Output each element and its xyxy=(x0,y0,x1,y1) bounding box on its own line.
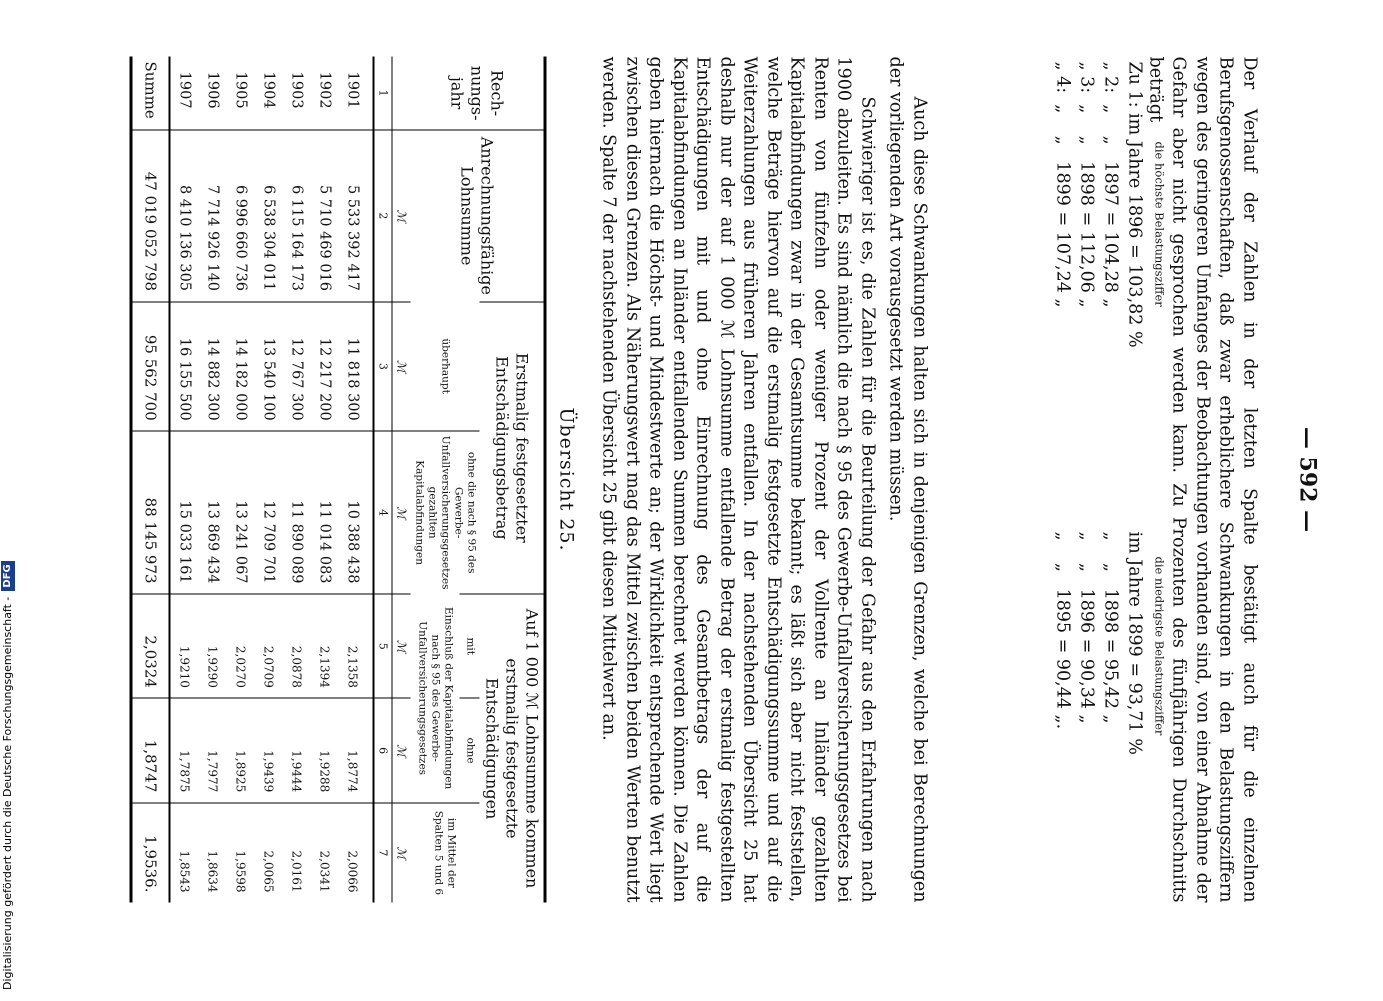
cell-excl: 12 709 701 xyxy=(255,431,283,594)
cell-with: 2,0709 xyxy=(255,594,283,698)
table-title: Übersicht 25. xyxy=(555,407,578,552)
cell-with: 2,0270 xyxy=(227,594,255,698)
table-row xyxy=(170,57,199,903)
cell-wage: 6 115 164 173 xyxy=(283,130,311,301)
cell-total: 14 182 000 xyxy=(227,302,255,432)
header-per-group: Auf 1 000 ℳ Lohnsumme kommen erstmalig festgesetzte Entschädigungen xyxy=(480,594,546,902)
burden-lowest: im Jahre 1899 = 93,71 % xyxy=(1124,531,1145,755)
burden-highest: „ 4: „ „ 1899 = 107,24 „ xyxy=(1052,61,1073,308)
cell-without: 1,9444 xyxy=(283,698,311,802)
cell-total: 14 882 300 xyxy=(199,302,227,432)
burden-lowest: „ „ 1898 = 95,42 „ xyxy=(1100,531,1121,724)
burden-row xyxy=(1049,57,1073,903)
burden-row xyxy=(1121,57,1145,903)
table-row xyxy=(339,57,374,903)
cell-excl: 10 388 438 xyxy=(339,431,374,594)
header-comp-group: Erstmalig festgesetzter Entschädigungsbetrag xyxy=(480,302,546,595)
column-number: 3 xyxy=(374,302,393,432)
unit-cell: ℳ xyxy=(392,594,411,698)
unit-cell: ℳ xyxy=(392,130,411,301)
burden-highest: „ 3: „ „ 1898 = 112,06 „ xyxy=(1076,61,1097,308)
table-row xyxy=(283,57,311,903)
cell-year: 1904 xyxy=(260,71,277,109)
cell-with: 2,1358 xyxy=(339,594,374,698)
cell-wage: 7 714 926 140 xyxy=(199,130,227,301)
sum-row xyxy=(131,57,170,903)
cell-year: 1905 xyxy=(232,71,249,109)
burden-row xyxy=(1097,57,1121,903)
burden-lowest: „ „ 1895 = 90,44 „. xyxy=(1052,531,1073,730)
overview-table xyxy=(130,57,547,903)
cell-total: 11 818 300 xyxy=(339,302,374,432)
burden-lowest: „ „ 1896 = 90,34 „ xyxy=(1076,531,1097,724)
table-row xyxy=(311,57,339,903)
column-number: 7 xyxy=(374,803,393,903)
cell-mean: 1,9598 xyxy=(227,803,255,903)
sum-total: 95 562 700 xyxy=(131,302,170,432)
table-row xyxy=(255,57,283,903)
header-wage: Anrechnungsfähige Lohnsumme xyxy=(411,130,546,301)
cell-without: 1,7977 xyxy=(199,698,227,802)
sum-mean: 1,9536. xyxy=(131,803,170,903)
cell-total: 16 155 500 xyxy=(170,302,199,432)
dfg-logo: DFG xyxy=(1,561,15,590)
paragraph-intro: Der Verlauf der Zahlen in der letzten Spalte bestätigt auch für die einzelnen Berufsgenossenschaften, daß zwar erheblichere Schwankungen in den Belastungsziffern wegen des geringeren Umfanges der Beobachtungen vorhanden sind, von einer Abnahme der Gefahr aber nicht gesprochen werden kann. Zu Prozenten des fünfjährigen Durchschnitts beträgt xyxy=(1145,56,1260,903)
cell-mean: 2,0161 xyxy=(283,803,311,903)
column-number: 5 xyxy=(374,594,393,698)
header-comp-total: überhaupt xyxy=(439,338,452,394)
burden-figures xyxy=(931,57,1167,903)
header-influence: Einschluß der Kapitalabfindungen nach § 95 des Gewerbe-Unfallversicherungsgesetzes xyxy=(416,607,455,790)
unit-cell: ℳ xyxy=(392,302,411,432)
cell-mean: 1,8543 xyxy=(170,803,199,903)
unit-cell: ℳ xyxy=(392,803,411,903)
header-without: ohne xyxy=(460,698,480,802)
cell-excl: 13 241 067 xyxy=(227,431,255,594)
cell-with: 2,0878 xyxy=(283,594,311,698)
cell-without: 1,9288 xyxy=(311,698,339,802)
cell-without: 1,7875 xyxy=(170,698,199,802)
cell-total: 12 767 300 xyxy=(283,302,311,432)
cell-without: 1,8774 xyxy=(339,698,374,802)
column-number: 6 xyxy=(374,698,393,802)
sum-excl: 88 145 973 xyxy=(131,431,170,594)
paragraph-fluctuations: Auch diese Schwankungen halten sich in denjenigen Grenzen, welche bei Berechnungen der vorliegenden Art vorausgesetzt werden müssen. xyxy=(886,56,930,903)
cell-total: 12 217 200 xyxy=(311,302,339,432)
cell-wage: 5 533 392 417 xyxy=(339,130,374,301)
column-number: 1 xyxy=(374,57,393,131)
lowest-burden-heading: die niedrigste Belastungsziffer xyxy=(1152,556,1167,736)
cell-mean: 2,0065 xyxy=(255,803,283,903)
unit-cell: ℳ xyxy=(392,431,411,594)
cell-year: 1907 xyxy=(176,71,193,109)
column-number: 4 xyxy=(374,431,393,594)
cell-with: 1,9290 xyxy=(199,594,227,698)
unit-cell: ℳ xyxy=(392,698,411,802)
cell-total: 13 540 100 xyxy=(255,302,283,432)
cell-mean: 1,8634 xyxy=(199,803,227,903)
sum-wage: 47 019 052 798 xyxy=(131,130,170,301)
table-body xyxy=(131,57,374,903)
header-with: mit xyxy=(460,594,480,698)
burden-row xyxy=(1073,57,1097,903)
cell-excl: 15 033 161 xyxy=(170,431,199,594)
cell-wage: 5 710 469 016 xyxy=(311,130,339,301)
cell-year: 1902 xyxy=(316,71,333,109)
column-number: 2 xyxy=(374,130,393,301)
header-comp-excl: ohne die nach § 95 des Gewerbe-Unfallversicherungsgesetzes gezahlten Kapitalabfindungen xyxy=(411,431,480,594)
cell-wage: 6 996 660 736 xyxy=(227,130,255,301)
sum-label: Summe xyxy=(131,57,170,131)
cell-excl: 13 869 434 xyxy=(199,431,227,594)
rotated-page xyxy=(0,1,1383,1001)
cell-excl: 11 014 083 xyxy=(311,431,339,594)
sum-with: 2,0324 xyxy=(131,594,170,698)
header-year: Rech-nungs-jahr xyxy=(448,65,507,121)
cell-mean: 2,0066 xyxy=(339,803,374,903)
page-content xyxy=(0,57,1383,903)
cell-wage: 8 410 136 305 xyxy=(170,130,199,301)
cell-year: 1906 xyxy=(204,71,221,109)
header-mean: im Mittel der Spalten 5 und 6 xyxy=(411,803,480,903)
cell-mean: 2,0341 xyxy=(311,803,339,903)
highest-burden-heading: die höchste Belastungsziffer xyxy=(1152,141,1167,307)
paragraph-method: Schwieriger ist es, die Zahlen für die Beurteilung der Gefahr aus den Erfahrungen nach 1900 abzuleiten. Es sind nämlich die nach § 95 des Gewerbe-Unfallversicherungsgesetzes bei Renten von fünfzehn oder weniger Prozent der Vollrente an Inländer gezahlten Kapitalabfindungen zwar in der Gesamtsumme bekannt; es läßt sich aber nicht feststellen, welche Beträge hiervon auf die erstmalig festgesetzte Entschädigungssumme und auf die Weiterzahlungen aus früheren Jahren entfallen. In der nachstehenden Übersicht 25 hat deshalb nur der auf 1 000 ℳ Lohnsumme entfallende Betrag der erstmalig festgestellten Entschädigungen mit und ohne Einrechnung des Gesamtbetrags der auf die Kapitalabfindungen an Inländer entfallenden Summen berechnet werden können. Die Zahlen geben hiernach die Höchst- und Mindestwerte an; der Wirklichkeit entsprechende Wert liegt zwischen diesen Grenzen. Als Näherungswert mag das Mittel zwischen beiden Werten benutzt werden. Spalte 7 der nachstehenden Übersicht 25 gibt diesen Mittelwert an. xyxy=(599,56,878,903)
page-number: — 592 — xyxy=(1294,426,1321,533)
burden-highest: „ 2: „ „ 1897 = 104,28 „ xyxy=(1100,61,1121,308)
cell-year: 1903 xyxy=(288,71,305,109)
cell-wage: 6 538 304 011 xyxy=(255,130,283,301)
cell-with: 2,1394 xyxy=(311,594,339,698)
sum-without: 1,8747 xyxy=(131,698,170,802)
unit-cell xyxy=(392,57,411,131)
cell-year: 1901 xyxy=(344,71,361,109)
table-row xyxy=(227,57,255,903)
cell-with: 1,9210 xyxy=(170,594,199,698)
cell-excl: 11 890 089 xyxy=(283,431,311,594)
table-row xyxy=(199,57,227,903)
credit-text: Digitalisierung gefördert durch die Deutsche Forschungsgemeinschaft - xyxy=(1,596,14,990)
cell-without: 1,9439 xyxy=(255,698,283,802)
cell-without: 1,8925 xyxy=(227,698,255,802)
burden-highest: Zu 1: im Jahre 1896 = 103,82 % xyxy=(1124,61,1145,348)
